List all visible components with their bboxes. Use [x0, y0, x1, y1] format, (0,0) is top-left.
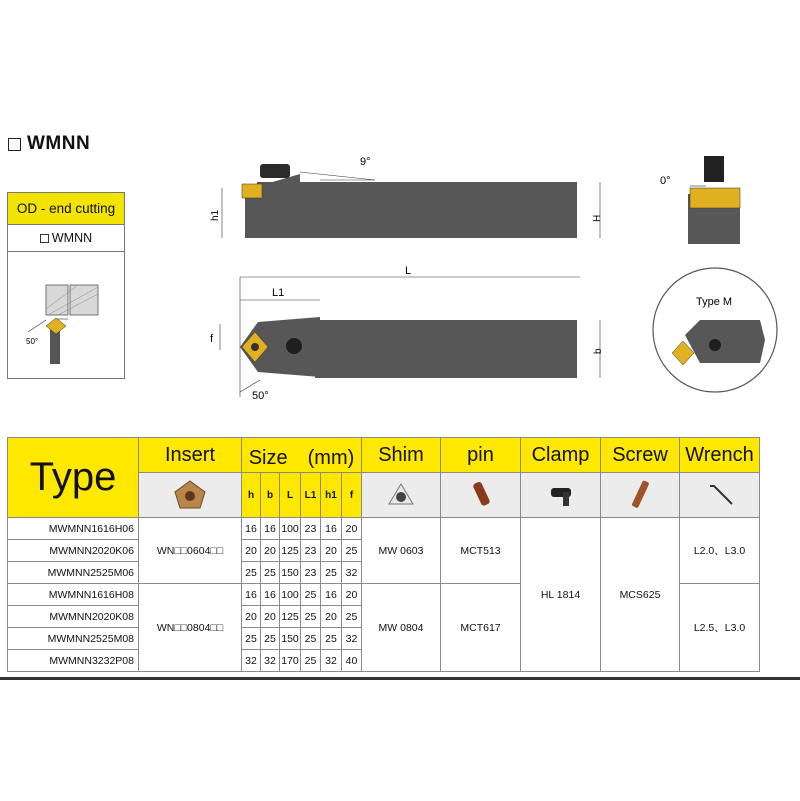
- f-label: f: [210, 333, 214, 345]
- size-f-cell: 25: [342, 540, 362, 562]
- insert-hole: [251, 343, 259, 351]
- application-panel: [7, 192, 125, 379]
- tool-head: [685, 320, 765, 363]
- L-label: L: [405, 265, 412, 277]
- model-cell: MWMNN3232P08: [8, 650, 139, 672]
- insert-icon: [46, 318, 66, 334]
- size-l1-cell: 25: [301, 650, 321, 672]
- size-b-cell: 25: [261, 562, 280, 584]
- size-l1-cell: 23: [301, 540, 321, 562]
- size-h1-cell: 16: [321, 518, 342, 540]
- application-sub-label: WMNN: [51, 231, 93, 245]
- size-l1-cell: 23: [301, 518, 321, 540]
- shim-icon: [383, 478, 419, 510]
- checkbox-square-icon: [8, 138, 21, 151]
- size-l-cell: 170: [280, 650, 301, 672]
- shim-cell: MW 0603: [362, 518, 441, 584]
- model-cell: MWMNN2525M08: [8, 628, 139, 650]
- size-l-cell: 125: [280, 606, 301, 628]
- size-h-cell: 16: [242, 584, 261, 606]
- clamp-image-cell: [521, 473, 601, 518]
- wrench-cell: L2.5、L3.0: [680, 584, 760, 672]
- H-label: H: [592, 214, 603, 222]
- model-cell: MWMNN1616H08: [8, 584, 139, 606]
- clamp-screw-icon: [709, 339, 721, 351]
- size-h-cell: 16: [242, 518, 261, 540]
- pin-icon: [463, 478, 499, 510]
- model-cell: MWMNN2525M06: [8, 562, 139, 584]
- size-l1-cell: 23: [301, 562, 321, 584]
- size-f-cell: 25: [342, 606, 362, 628]
- size-h-cell: 25: [242, 628, 261, 650]
- size-col-L1: L1: [301, 473, 321, 518]
- title-text: WMNN: [27, 133, 91, 154]
- header-insert: Insert: [139, 438, 242, 473]
- screw-image-cell: [601, 473, 680, 518]
- size-b-cell: 16: [261, 518, 280, 540]
- clamp-screw-icon: [286, 338, 302, 354]
- header-size: Size (mm): [242, 438, 362, 473]
- L1-label: L1: [272, 287, 285, 299]
- screw-cell: MCS625: [601, 518, 680, 672]
- header-pin: pin: [441, 438, 521, 473]
- size-h-cell: 32: [242, 650, 261, 672]
- size-col-h: h: [242, 473, 261, 518]
- model-cell: MWMNN2020K08: [8, 606, 139, 628]
- header-clamp: Clamp: [521, 438, 601, 473]
- insert-cell: WN□□0604□□: [139, 518, 242, 584]
- size-b-cell: 32: [261, 650, 280, 672]
- rake-angle-label: 9°: [360, 156, 371, 168]
- insert-image-cell: [139, 473, 242, 518]
- pin-cell: MCT513: [441, 518, 521, 584]
- insert-icon: [242, 184, 262, 198]
- header-wrench: Wrench: [680, 438, 760, 473]
- angle-line: [300, 172, 375, 180]
- header-screw: Screw: [601, 438, 680, 473]
- screw-icon: [622, 478, 658, 510]
- end-angle-label: 0°: [660, 175, 671, 187]
- angle-line: [28, 320, 46, 332]
- size-h1-cell: 25: [321, 628, 342, 650]
- size-l-cell: 100: [280, 584, 301, 606]
- size-f-cell: 40: [342, 650, 362, 672]
- size-b-cell: 25: [261, 628, 280, 650]
- size-h1-cell: 20: [321, 540, 342, 562]
- tool-body: [315, 320, 577, 378]
- tool-head: [245, 174, 300, 238]
- table-row: [8, 518, 760, 540]
- type-m-label: Type M: [696, 296, 733, 308]
- size-l-cell: 150: [280, 628, 301, 650]
- wrench-icon: [702, 478, 738, 510]
- size-b-cell: 20: [261, 606, 280, 628]
- size-h-cell: 20: [242, 540, 261, 562]
- model-cell: MWMNN1616H06: [8, 518, 139, 540]
- size-f-cell: 32: [342, 562, 362, 584]
- size-b-cell: 16: [261, 584, 280, 606]
- h1-label: h1: [210, 209, 221, 221]
- shim-image-cell: [362, 473, 441, 518]
- clamp-cell: HL 1814: [521, 518, 601, 672]
- wrench-cell: L2.0、L3.0: [680, 518, 760, 584]
- side-view-drawing: [200, 150, 620, 240]
- header-shim: Shim: [362, 438, 441, 473]
- clamp-icon: [260, 164, 290, 178]
- size-l1-cell: 25: [301, 628, 321, 650]
- size-h1-cell: 32: [321, 650, 342, 672]
- size-h1-cell: 20: [321, 606, 342, 628]
- size-h-cell: 20: [242, 606, 261, 628]
- top-view-drawing: [200, 262, 620, 407]
- square-icon: [40, 234, 49, 243]
- size-l1-cell: 25: [301, 606, 321, 628]
- type-m-detail: [650, 265, 780, 395]
- size-h1-cell: 16: [321, 584, 342, 606]
- size-col-L: L: [280, 473, 301, 518]
- size-b-cell: 20: [261, 540, 280, 562]
- shim-cell: MW 0804: [362, 584, 441, 672]
- size-l-cell: 125: [280, 540, 301, 562]
- insert-icon: [172, 478, 208, 510]
- clamp-icon: [543, 478, 579, 510]
- header-type: Type: [8, 438, 139, 518]
- size-h-cell: 25: [242, 562, 261, 584]
- approach-angle-label: 50°: [252, 390, 269, 402]
- insert-icon: [690, 188, 740, 208]
- page-title: [8, 133, 90, 155]
- size-l-cell: 100: [280, 518, 301, 540]
- workpiece-part: [46, 285, 68, 315]
- b-label: b: [593, 348, 604, 354]
- pin-image-cell: [441, 473, 521, 518]
- size-f-cell: 32: [342, 628, 362, 650]
- size-l1-cell: 25: [301, 584, 321, 606]
- size-col-h1: h1: [321, 473, 342, 518]
- angle-label: 50°: [26, 337, 39, 346]
- size-col-f: f: [342, 473, 362, 518]
- application-subtitle: [8, 225, 124, 252]
- size-h1-cell: 25: [321, 562, 342, 584]
- bottom-divider: [0, 677, 800, 680]
- application-header: OD - end cutting: [8, 193, 124, 225]
- clamp-icon: [704, 156, 724, 182]
- size-f-cell: 20: [342, 584, 362, 606]
- size-l-cell: 150: [280, 562, 301, 584]
- size-col-b: b: [261, 473, 280, 518]
- insert-cell: WN□□0804□□: [139, 584, 242, 672]
- pin-cell: MCT617: [441, 584, 521, 672]
- model-cell: MWMNN2020K06: [8, 540, 139, 562]
- wrench-image-cell: [680, 473, 760, 518]
- end-cutting-diagram: [8, 252, 124, 380]
- end-view-drawing: [650, 150, 750, 250]
- tool-body: [257, 182, 577, 238]
- size-f-cell: 20: [342, 518, 362, 540]
- table-body: [8, 518, 760, 672]
- spec-table: [7, 437, 760, 672]
